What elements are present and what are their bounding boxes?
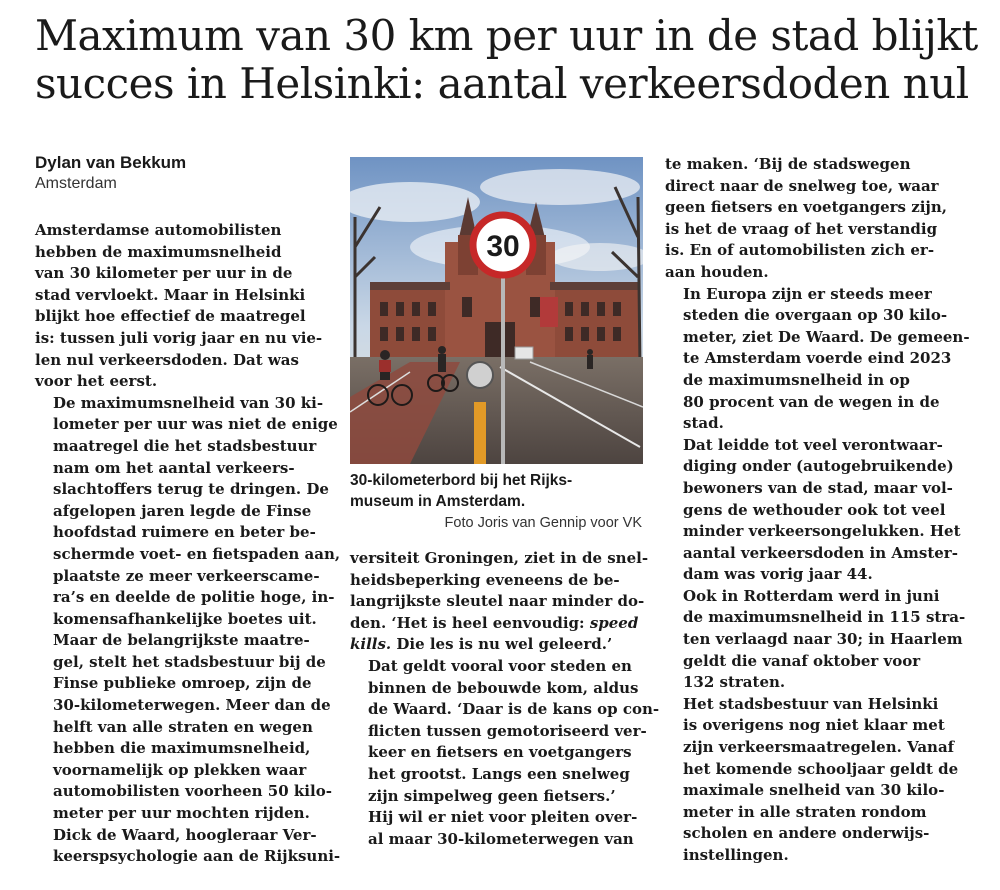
text-line: scholen en andere onderwijs- [683,824,930,843]
text-line: Het stadsbestuur van Helsinki [683,694,939,713]
text-line: komensafhankelijke boetes uit. [53,609,317,628]
text-line: Finse publieke omroep, zijn de [53,674,312,693]
text-line: zijn verkeersmaatregelen. Vanaf [683,738,955,757]
text-line: zijn simpelweg geen fietsers.’ [368,786,616,805]
text-line: meter per uur mochten rijden. [53,804,310,823]
text-line: Dick de Waard, hoogleraar Ver- [53,825,317,844]
text-line: aantal verkeersdoden in Amster- [683,543,958,562]
article-paragraph [665,284,970,435]
text-line: meter in alle straten rondom [683,802,927,821]
text-line: hebben die maximumsnelheid, [53,739,311,758]
text-line: instellingen. [683,846,789,864]
article-column-3 [665,154,970,867]
text-line: voor het eerst. [35,372,158,391]
text-line: dam was vorig jaar 44. [683,565,873,584]
text-line: helft van alle straten en wegen [53,717,313,736]
text-line: de Waard. ‘Daar is de kans op con- [368,700,660,719]
text-line: slachtoffers terug te dringen. De [53,480,329,499]
photo-caption [350,470,645,512]
text-line: stad vervloekt. Maar in Helsinki [35,285,306,304]
article-paragraph [665,586,965,694]
headline-line-2: succes in Helsinki: aantal verkeersdoden nul [35,59,969,108]
article-column-2 [350,548,660,850]
text-line: den. ‘Het is heel eenvoudig: speed [350,613,639,632]
photo-caption-line-2: museum in Amsterdam. [350,493,526,510]
article-paragraph [665,154,965,284]
text-line: bewoners van de stad, maar vol- [683,478,953,497]
article-paragraph [350,656,660,807]
text-line: 132 straten. [683,673,786,692]
text-line: keerspsychologie aan de Rijksuni- [53,847,341,866]
text-line: Hij wil er niet voor pleiten over- [368,808,638,827]
text-line: hoofdstad ruimere en beter be- [53,523,316,542]
text-line: meter, ziet De Waard. De gemeen- [683,327,970,346]
text-line: de maximumsnelheid in 115 stra- [683,608,966,627]
photo-caption-line-1: 30-kilometerbord bij het Rijks- [350,472,573,489]
article-photo [350,157,643,464]
rijksmuseum-photo-illustration [350,157,643,464]
text-line: plaatste ze meer verkeerscame- [53,566,320,585]
text-line: automobilisten voorheen 50 kilo- [53,782,332,801]
text-line: versiteit Groningen, ziet in de snel- [350,549,649,567]
text-line: binnen de bebouwde kom, aldus [368,678,639,697]
text-line: De maximumsnelheid van 30 ki- [53,393,324,412]
text-line: gel, stelt het stadsbestuur bij de [53,652,326,671]
article-paragraph [35,393,341,631]
text-line: geen fietsers en voetgangers zijn, [665,198,947,217]
text-line: Dat geldt vooral voor steden en [368,656,632,675]
text-line: van 30 kilometer per uur in de [35,264,293,283]
text-line: afgelopen jaren legde de Finse [53,501,312,520]
article-paragraph [35,825,341,868]
text-line: geldt die vanaf oktober voor [683,651,921,670]
article-paragraph [665,694,965,867]
byline-author: Dylan van Bekkum [35,153,187,172]
article-paragraph [35,220,335,393]
text-line: steden die overgaan op 30 kilo- [683,306,948,325]
text-line: lometer per uur was niet de enige [53,415,338,434]
text-line: diging onder (autogebruikende) [683,457,954,476]
text-line: is overigens nog niet klaar met [683,716,945,735]
text-line: ra’s en deelde de politie hoge, in- [53,588,335,607]
text-line: Dat leidde tot veel verontwaar- [683,435,943,454]
text-line: maatregel die het stadsbestuur [53,436,317,455]
text-line: het komende schooljaar geldt de [683,759,959,778]
article-paragraph [350,807,645,850]
text-line: hebben de maximumsnelheid [35,242,282,261]
text-line: Maar de belangrijkste maatre- [53,631,310,650]
photo-credit: Foto Joris van Gennip voor VK [444,515,642,531]
speed-limit-sign-text: 30 [486,230,520,263]
text-line: maximale snelheid van 30 kilo- [683,781,945,800]
text-line: kills. Die les is nu wel geleerd.’ [350,635,613,654]
article-paragraph [665,435,965,586]
text-line: 80 procent van de wegen in de [683,392,940,411]
byline-location: Amsterdam [35,175,117,192]
text-line: minder verkeersongelukken. Het [683,522,961,541]
article-paragraph [35,630,335,824]
text-line: schermde voet- en fietspaden aan, [53,544,341,563]
text-line: heidsbeperking eveneens de be- [350,570,620,589]
text-line: te Amsterdam voerde eind 2023 [683,349,952,368]
text-line: is: tussen juli vorig jaar en nu vie- [35,328,323,347]
text-line: voornamelijk op plekken waar [53,760,307,779]
article-column-1 [35,220,341,868]
text-line: len nul verkeersdoden. Dat was [35,350,299,369]
headline-line-1: Maximum van 30 km per uur in de stad blijkt [35,11,978,60]
text-line: keer en fietsers en voetgangers [368,743,632,762]
text-line: is het de vraag of het verstandig [665,219,938,238]
text-line: gens de wethouder ook tot veel [683,500,946,519]
text-line: langrijkste sleutel naar minder do- [350,592,645,611]
text-line: Ook in Rotterdam werd in juni [683,586,940,605]
text-line: blijkt hoe effectief de maatregel [35,307,306,326]
text-line: te maken. ‘Bij de stadswegen [665,155,911,173]
text-line: de maximumsnelheid in op [683,370,910,389]
text-line: In Europa zijn er steeds meer [683,284,932,303]
text-line: nam om het aantal verkeers- [53,458,295,477]
article-headline [35,12,985,108]
text-line: het grootst. Langs een snelweg [368,764,630,783]
text-line: direct naar de snelweg toe, waar [665,176,939,195]
text-line: aan houden. [665,262,769,281]
text-line: ten verlaagd naar 30; in Haarlem [683,630,963,649]
text-line: stad. [683,414,724,433]
text-line: flicten tussen gemotoriseerd ver- [368,721,647,740]
text-line: 30-kilometerwegen. Meer dan de [53,696,331,715]
text-line: is. En of automobilisten zich er- [665,241,935,260]
article-paragraph [350,548,649,656]
text-line: al maar 30-kilometerwegen van [368,829,634,848]
text-line: Amsterdamse automobilisten [35,221,282,239]
